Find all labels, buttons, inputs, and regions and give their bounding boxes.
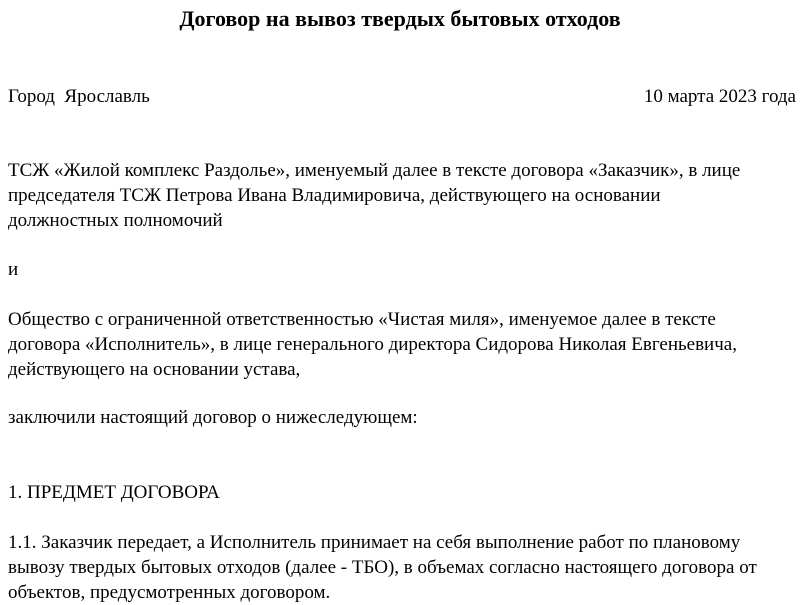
contractor-paragraph <box>8 307 792 382</box>
contract-date: 10 марта 2023 года <box>643 86 796 107</box>
contractor-line-3: действующего на основании устава, <box>8 359 301 380</box>
conjunction-text: и <box>8 259 19 280</box>
clause-line-2: вывозу твердых бытовых отходов (далее - ТБО), в объемах согласно настоящего договора от <box>8 557 757 578</box>
clause-1-1-paragraph <box>8 530 792 605</box>
document-title: Договор на вывоз твердых бытовых отходов <box>179 6 621 31</box>
clause-line-1: 1.1. Заказчик передает, а Исполнитель принимает на себя выполнение работ по плановому <box>8 532 741 553</box>
customer-line-1: ТСЖ «Жилой комплекс Раздолье», именуемый далее в тексте договора «Заказчик», в лице <box>8 160 741 181</box>
agreement-text: заключили настоящий договор о нижеследующем: <box>8 407 418 428</box>
conjunction-paragraph <box>8 257 792 282</box>
customer-paragraph <box>8 158 792 233</box>
section-1-title: 1. ПРЕДМЕТ ДОГОВОРА <box>8 482 220 503</box>
clause-line-3: объектов, предусмотренных договором. <box>8 582 331 603</box>
agreement-paragraph <box>8 405 792 430</box>
city-label: Город Ярославль <box>8 86 150 107</box>
customer-line-2: председателя ТСЖ Петрова Ивана Владимировича, действующего на основании <box>8 185 661 206</box>
contractor-line-1: Общество с ограниченной ответственностью «Чистая миля», именуемое далее в тексте <box>8 309 716 330</box>
customer-line-3: должностных полномочий <box>8 210 223 231</box>
place-date-row <box>8 84 796 110</box>
contractor-line-2: договора «Исполнитель», в лице генерального директора Сидорова Николая Евгеньевича, <box>8 334 737 355</box>
section-heading <box>8 480 792 505</box>
